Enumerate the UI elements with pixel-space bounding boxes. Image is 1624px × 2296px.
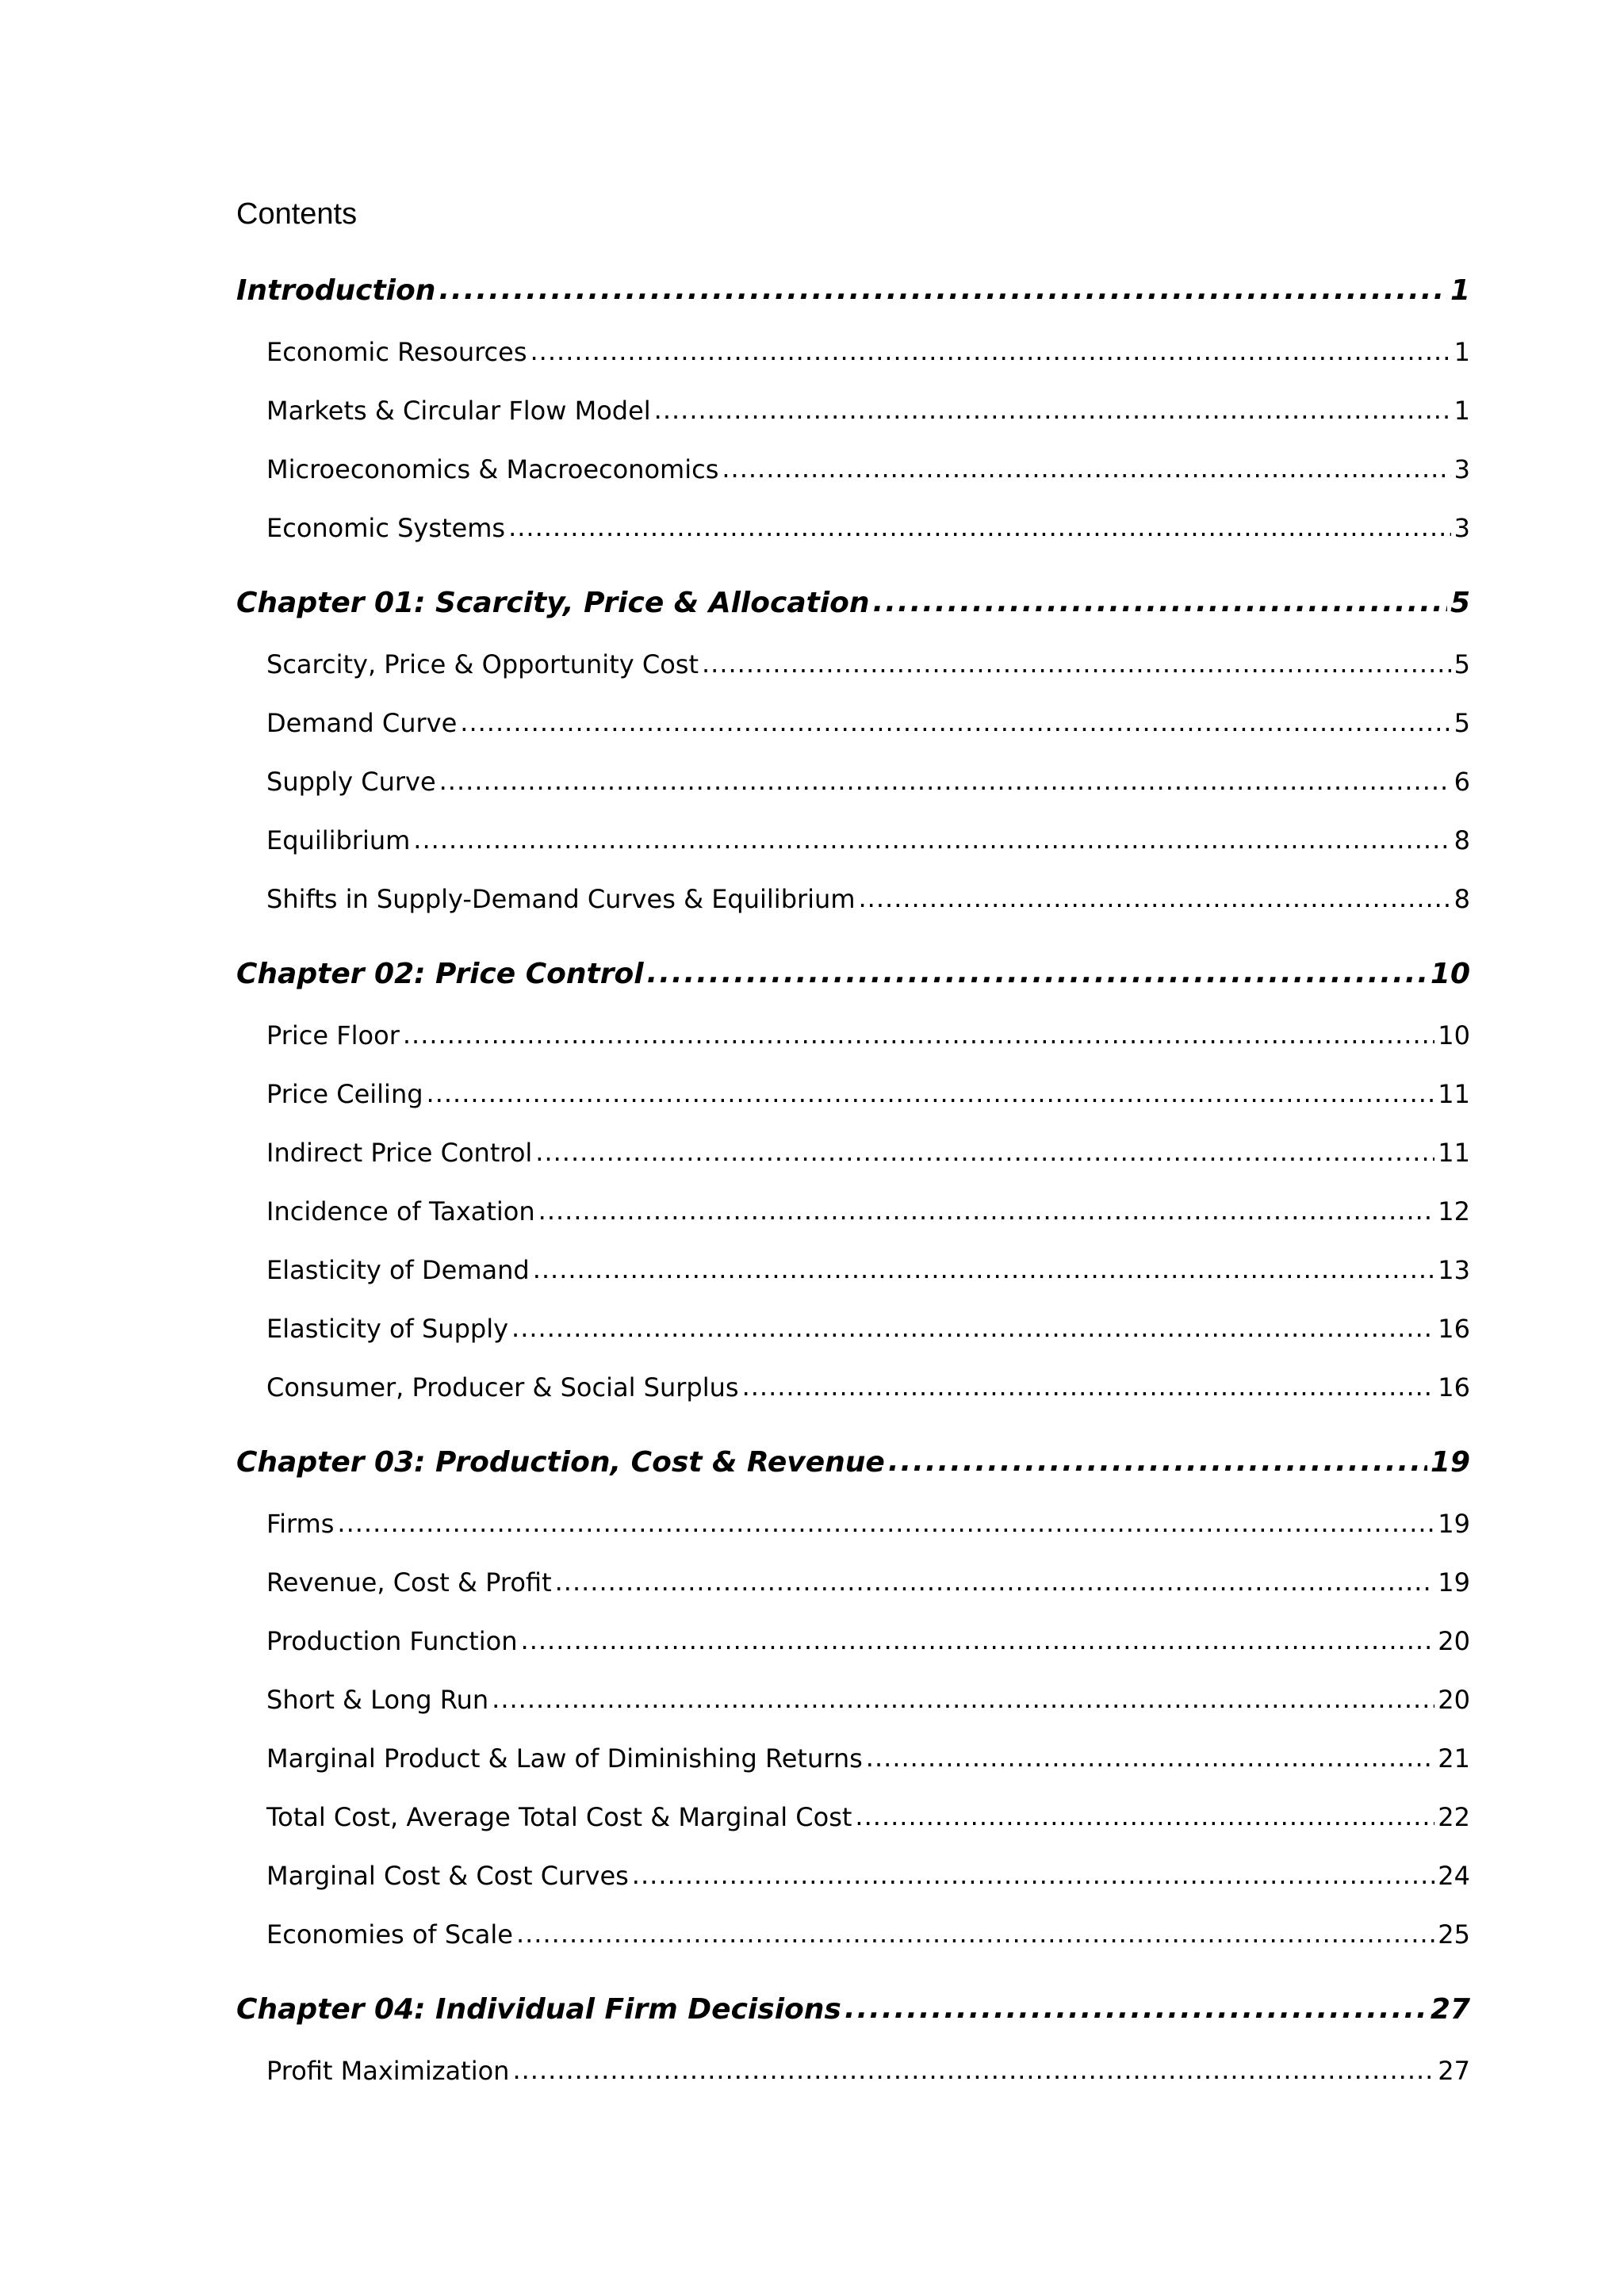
dot-leader <box>859 880 1451 916</box>
toc-entry-page: 10 <box>1438 1020 1470 1050</box>
dot-leader <box>742 1368 1435 1405</box>
toc-title: Contents <box>236 197 358 231</box>
toc-section-incidence-of-taxation[interactable] <box>266 1193 1470 1230</box>
dot-leader <box>647 954 1427 993</box>
toc-entry-label: Production Function <box>266 1626 518 1656</box>
toc-entry-label: Markets & Circular Flow Model <box>266 396 651 426</box>
toc-entry-label: Consumer, Producer & Social Surplus <box>266 1372 739 1402</box>
toc-chapter-04[interactable] <box>236 1990 1470 2030</box>
toc-entry-page: 25 <box>1438 1919 1470 1950</box>
toc-entry-label: Marginal Cost & Cost Curves <box>266 1861 629 1891</box>
toc-entry-label: Supply Curve <box>266 767 436 797</box>
toc-entry-page: 22 <box>1438 1802 1470 1832</box>
toc-entry-page: 1 <box>1454 337 1470 367</box>
dot-leader <box>508 509 1451 545</box>
toc-entry-label: Revenue, Cost & Profit <box>266 1567 552 1598</box>
toc-section-price-ceiling[interactable] <box>266 1076 1470 1112</box>
toc-entry-page: 1 <box>1454 396 1470 426</box>
toc-entry-page: 20 <box>1438 1685 1470 1715</box>
toc-entry-label: Price Ceiling <box>266 1079 423 1109</box>
toc-entry-page: 11 <box>1438 1138 1470 1168</box>
toc-entry-label: Firms <box>266 1509 335 1539</box>
toc-entry-page: 11 <box>1438 1079 1470 1109</box>
toc-section-indirect-price-control[interactable] <box>266 1135 1470 1171</box>
toc-section-supply-curve[interactable] <box>266 763 1470 800</box>
toc-chapter-01[interactable] <box>236 584 1470 623</box>
toc-entry-page: 5 <box>1450 587 1470 619</box>
dot-leader <box>413 821 1450 858</box>
toc-section-economic-systems[interactable] <box>266 510 1470 546</box>
toc-entry-page: 8 <box>1454 825 1470 855</box>
toc-entry-page: 8 <box>1454 884 1470 914</box>
dot-leader <box>535 1134 1434 1170</box>
toc-entry-page: 10 <box>1430 958 1470 990</box>
toc-entry-page: 3 <box>1454 454 1470 484</box>
dot-leader <box>555 1563 1435 1600</box>
toc-entry-label: Chapter 01: Scarcity, Price & Allocation <box>236 587 870 619</box>
toc-entry-page: 16 <box>1438 1372 1470 1402</box>
toc-entry-label: Price Floor <box>266 1020 400 1050</box>
toc-entry-label: Profit Maximization <box>266 2056 510 2086</box>
dot-leader <box>866 1739 1434 1776</box>
dot-leader <box>845 1989 1427 2029</box>
toc-section-short-long-run[interactable] <box>266 1682 1470 1718</box>
toc-section-shifts[interactable] <box>266 881 1470 917</box>
toc-entry-label: Chapter 03: Production, Cost & Revenue <box>236 1446 885 1479</box>
dot-leader <box>533 1251 1435 1288</box>
toc-entry-label: Marginal Product & Law of Diminishing Returns <box>266 1743 863 1774</box>
toc-entry-page: 3 <box>1454 513 1470 543</box>
toc-entry-page: 5 <box>1454 708 1470 738</box>
toc-entry-page: 19 <box>1430 1446 1470 1479</box>
dot-leader <box>538 1192 1435 1229</box>
toc-section-equilibrium[interactable] <box>266 822 1470 859</box>
dot-leader <box>632 1857 1434 1893</box>
dot-leader <box>873 583 1447 622</box>
toc-section-cost-curves[interactable] <box>266 1858 1470 1894</box>
toc-section-production-function[interactable] <box>266 1623 1470 1659</box>
toc-entry-label: Chapter 04: Individual Firm Decisions <box>236 1993 841 2026</box>
toc-section-total-cost[interactable] <box>266 1799 1470 1835</box>
toc-entry-label: Equilibrium <box>266 825 411 855</box>
dot-leader <box>492 1681 1434 1717</box>
dot-leader <box>439 270 1447 310</box>
toc-entry-label: Economic Systems <box>266 513 506 543</box>
toc-entry-page: 21 <box>1438 1743 1470 1774</box>
dot-leader <box>511 1310 1434 1346</box>
dot-leader <box>521 1622 1435 1659</box>
toc-entry-page: 13 <box>1438 1255 1470 1285</box>
toc-entry-page: 5 <box>1454 649 1470 679</box>
toc-entry-label: Demand Curve <box>266 708 458 738</box>
toc-section-marginal-product[interactable] <box>266 1740 1470 1777</box>
toc-section-scarcity-opportunity-cost[interactable] <box>266 646 1470 683</box>
toc-entry-page: 20 <box>1438 1626 1470 1656</box>
toc-entry-label: Elasticity of Supply <box>266 1314 509 1344</box>
toc-entry-label: Shifts in Supply-Demand Curves & Equilibrium <box>266 884 856 914</box>
toc-entry-label: Elasticity of Demand <box>266 1255 530 1285</box>
toc-entry-page: 27 <box>1438 2056 1470 2086</box>
dot-leader <box>888 1442 1427 1482</box>
toc-section-elasticity-of-supply[interactable] <box>266 1311 1470 1347</box>
toc-entry-label: Short & Long Run <box>266 1685 489 1715</box>
toc-chapter-introduction[interactable] <box>236 271 1470 311</box>
toc-chapter-02[interactable] <box>236 955 1470 994</box>
dot-leader <box>460 704 1450 740</box>
toc-entry-page: 19 <box>1438 1509 1470 1539</box>
toc-section-price-floor[interactable] <box>266 1017 1470 1054</box>
toc-section-elasticity-of-demand[interactable] <box>266 1252 1470 1288</box>
toc-section-economic-resources[interactable] <box>266 334 1470 370</box>
toc-entry-page: 27 <box>1430 1993 1470 2026</box>
toc-entry-label: Indirect Price Control <box>266 1138 533 1168</box>
toc-section-firms[interactable] <box>266 1506 1470 1542</box>
toc-section-surplus[interactable] <box>266 1369 1470 1406</box>
toc-entry-label: Introduction <box>236 274 436 307</box>
toc-entry-page: 19 <box>1438 1567 1470 1598</box>
dot-leader <box>337 1505 1434 1541</box>
dot-leader <box>654 392 1451 428</box>
toc-section-markets-circular-flow[interactable] <box>266 392 1470 429</box>
dot-leader <box>702 645 1451 682</box>
dot-leader <box>530 333 1451 369</box>
toc-entry-label: Total Cost, Average Total Cost & Marginal Cost <box>266 1802 852 1832</box>
dot-leader <box>516 1915 1434 1952</box>
toc-section-profit-maximization[interactable] <box>266 2053 1470 2089</box>
dot-leader <box>722 450 1450 487</box>
toc-entry-label: Scarcity, Price & Opportunity Cost <box>266 649 699 679</box>
dot-leader <box>512 2052 1434 2088</box>
dot-leader <box>855 1798 1434 1835</box>
dot-leader <box>427 1075 1435 1112</box>
toc-entry-page: 1 <box>1450 274 1470 307</box>
toc-chapter-03[interactable] <box>236 1443 1470 1483</box>
dot-leader <box>439 763 1451 799</box>
toc-entry-label: Economic Resources <box>266 337 527 367</box>
toc-section-demand-curve[interactable] <box>266 705 1470 741</box>
toc-section-economies-of-scale[interactable] <box>266 1916 1470 1953</box>
toc-entry-label: Microeconomics & Macroeconomics <box>266 454 719 484</box>
toc-section-micro-macro[interactable] <box>266 451 1470 488</box>
toc-entry-page: 6 <box>1454 767 1470 797</box>
toc-entry-page: 12 <box>1438 1196 1470 1226</box>
toc-section-revenue-cost-profit[interactable] <box>266 1564 1470 1601</box>
toc-entry-page: 16 <box>1438 1314 1470 1344</box>
dot-leader <box>403 1016 1434 1053</box>
toc-entry-label: Chapter 02: Price Control <box>236 958 644 990</box>
toc-entry-label: Economies of Scale <box>266 1919 513 1950</box>
toc-entry-label: Incidence of Taxation <box>266 1196 535 1226</box>
toc-entry-page: 24 <box>1438 1861 1470 1891</box>
